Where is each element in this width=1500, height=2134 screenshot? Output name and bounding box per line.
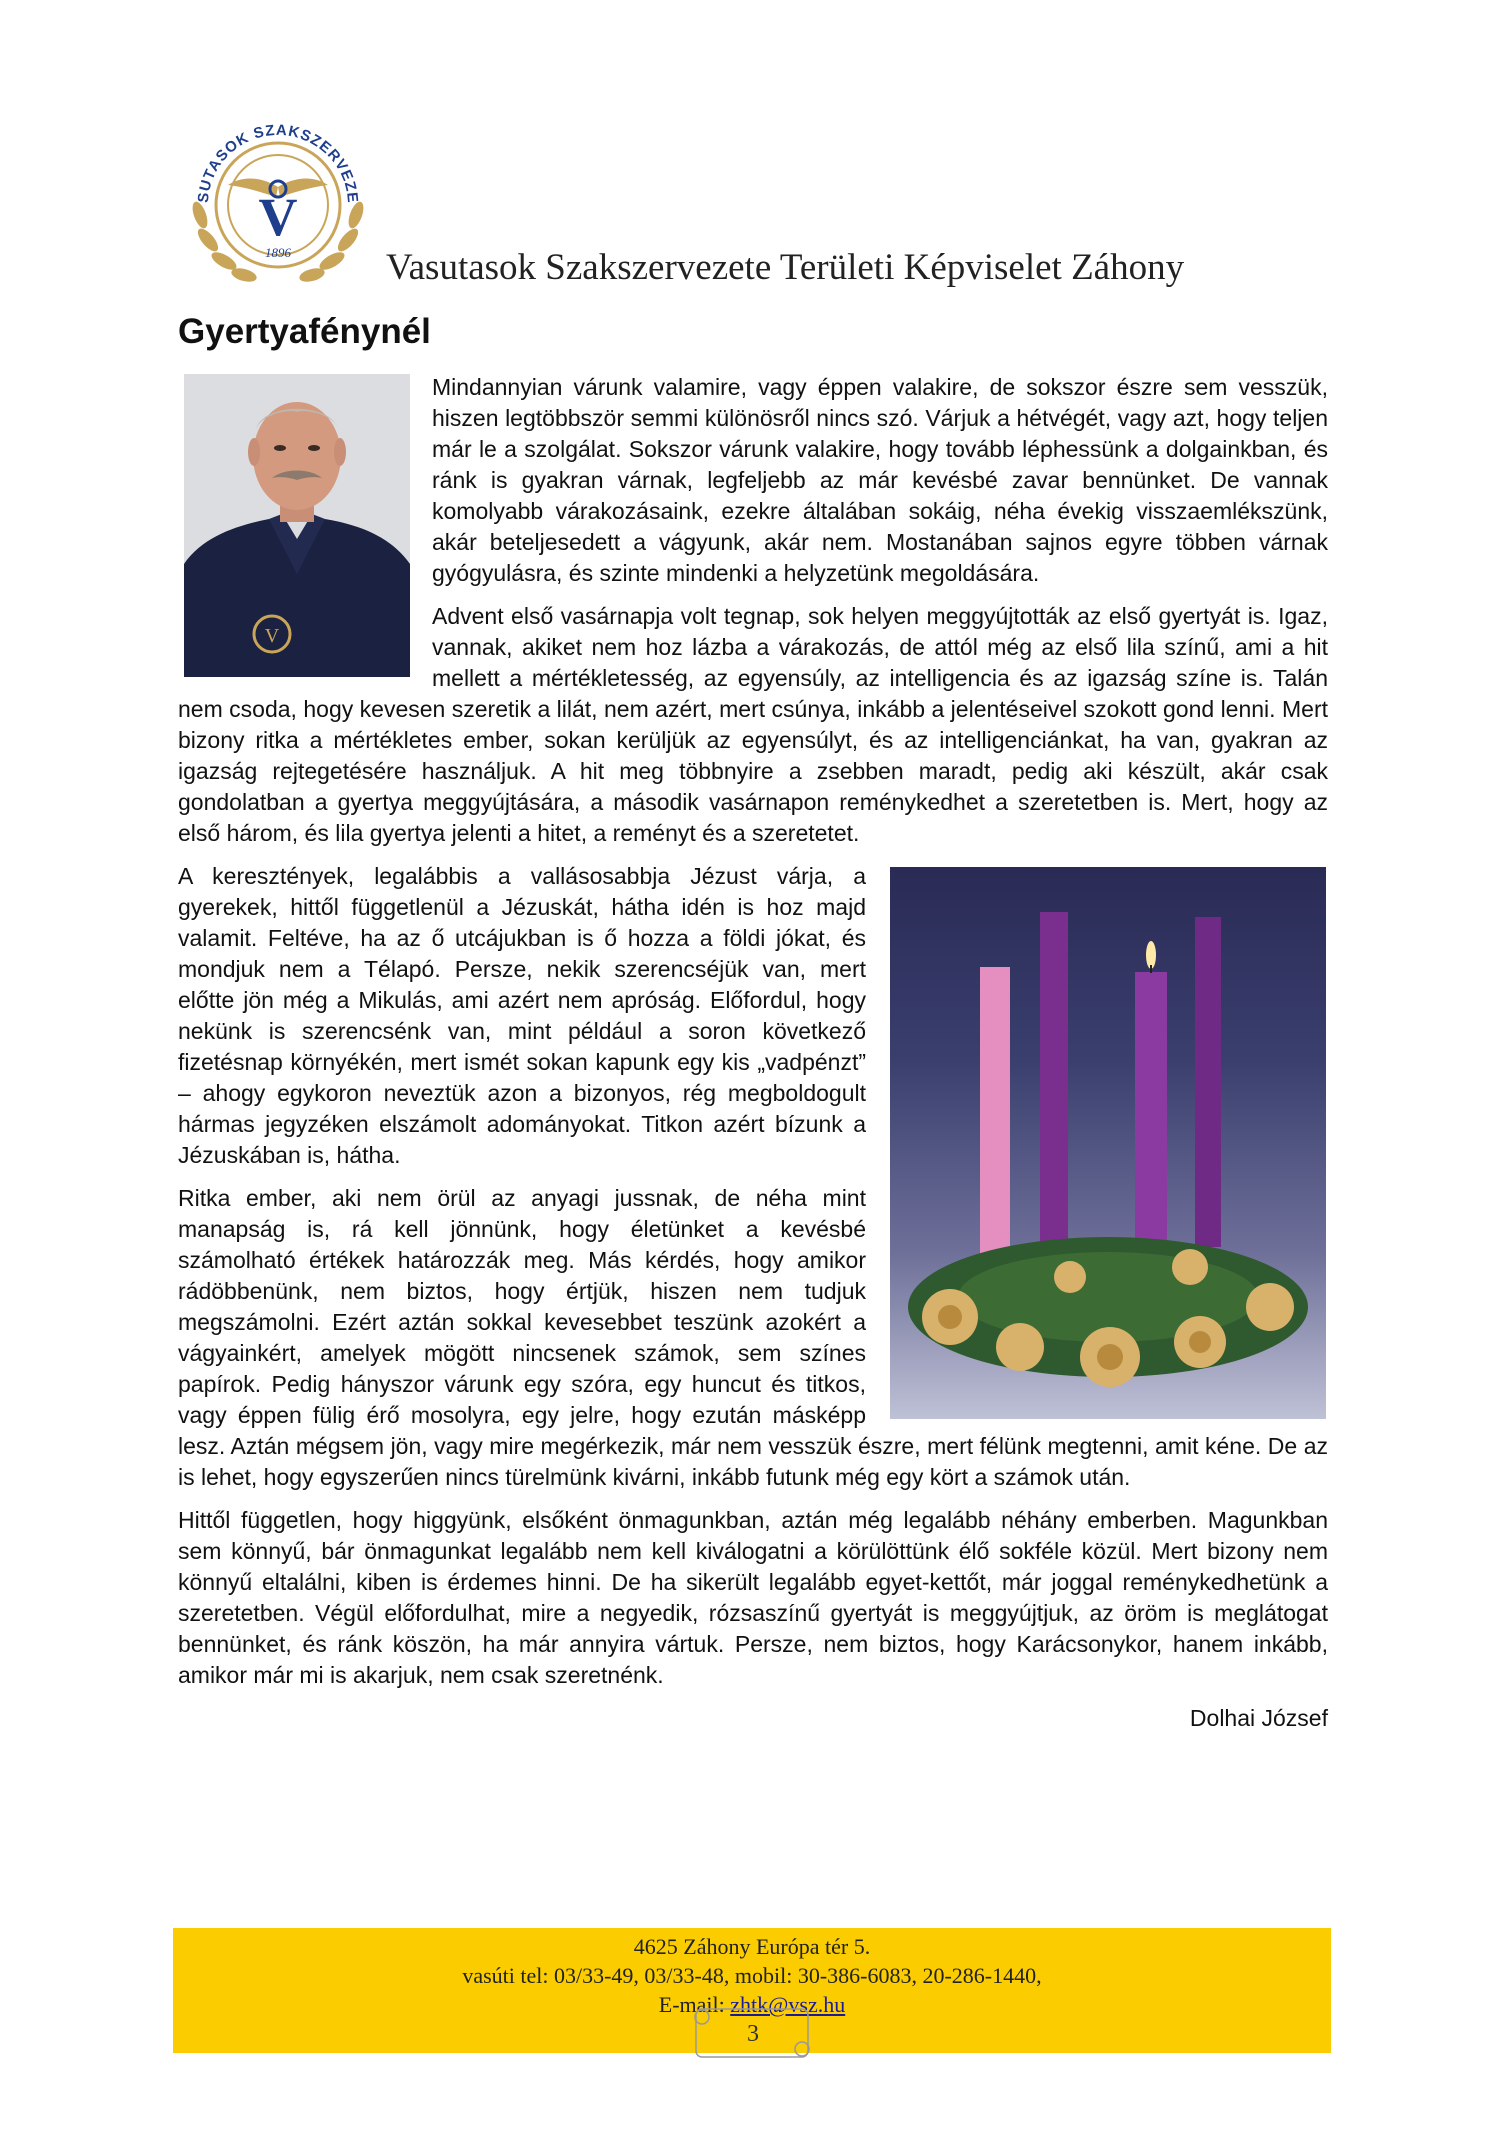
union-logo [178,105,378,290]
paragraph-2: Advent első vasárnapja volt tegnap, sok helyen meggyújtották az első gyertyát is. Igaz, vannak, akiket nem hoz lázba a várakozás, de attól még az első lila színű, ami a hit mellett a mértékletesség, az egyensúly, az intelligencia és az igazság színe is. Talán nem csoda, hogy kevesen szeretik a lilát, nem azért, mert csúnya, inkább a jelentéseivel szokott gond lenni. Mert bizony ritka a mértékletes ember, sokan kerüljük az egyensúlyt, és az intelligenciánkat, ha van, gyakran az igazság rejtegetésére használjuk. A hit meg többnyire a zsebben maradt, pedig aki készült, akár csak gondolatban a gyertya meggyújtására, a második vasárnapon reménykedhet a szeretetben is. Mert, hogy az első három, és lila gyertya jelenti a hitet, a reményt és a szeretetet. [178,603,1328,846]
advent-wreath-photo [890,867,1326,1419]
author-signature: Dolhai József [1189,1705,1328,1731]
footer-phones: vasúti tel: 03/33-49, 03/33-48, mobil: 30-386-6083, 20-286-1440, [462,1963,1042,1988]
article-title: Gyertyafénynél [178,312,431,351]
author-photo [184,374,410,677]
paragraph-4: Ritka ember, aki nem örül az anyagi jussnak, de néha mint manapság is, rá kell jönnünk, hogy életünket a kevésbé számolható értékek határozzák meg. Más kérdés, hogy amikor rádöbbenünk, nem biztos, hogy értjük, hiszen nem tudjuk megszámolni. Ezért aztán sokkal kevesebbet teszünk azokért a vágyainkért, amelyek mögött nincsenek számok, sem színes papírok. Pedig hányszor várunk egy szóra, egy huncut és titkos, vagy éppen fülig érő mosolyra, egy jelre, hogy ezután másképp lesz. Aztán mégsem jön, vagy mire megérkezik, már nem vesszük észre, mert félünk megtenni, amit kéne. De az is lehet, hogy egyszerűen nincs türelmünk kivárni, inkább futunk még egy kört a számok után. [178,1185,1328,1490]
organization-title: Vasutasok Szakszervezete Területi Képviselet Záhony [386,247,1185,288]
svg-text:V: V [264,625,280,647]
logo-year: 1896 [265,245,291,260]
footer-address: 4625 Záhony Európa tér 5. [633,1934,871,1959]
footer-email-link[interactable]: zhtk@vsz.hu [730,1992,846,2017]
logo-letter: V [258,187,298,247]
page-number-scroll [688,2003,818,2065]
article-body [178,372,1328,1734]
footer-email-label: E-mail: [658,1992,725,2017]
paragraph-3: A keresztények, legalábbis a vallásosabbja Jézust várja, a gyerekek, hittől függetlenül a Jézuskát, hátha idén is hoz majd valamit. Feltéve, ha az ő utcájukban is ő hozza a földi jókat, és mondjuk nem a Télapó. Persze, nekik szerencséjük van, mert előtte jön még a Mikulás, ami azért nem apróság. Előfordul, hogy nekünk is szerencsénk van, mint például a soron következő fizetésnap környékén, mert ismét sokan kapunk egy kis „vadpénzt” – ahogy egykoron neveztük azon a bizonyos, rég megboldogult hármas jegyzéken elszámolt adományokat. Titkon azért bízunk a Jézuskában is, hátha. [178,863,866,1168]
paragraph-1: Mindannyian várunk valamire, vagy éppen valakire, de sokszor észre sem vesszük, hiszen legtöbbször semmi különösről nincs szó. Várjuk a hétvégét, vagy azt, hogy teljen már le a szolgálat. Sokszor várunk valakire, hogy tovább léphessünk a dolgainkban, és ránk is gyakran várnak, legfeljebb az már kevésbé zavar bennünket. De vannak komolyabb várakozásaink, ezekre általában sokáig, néha évekig visszaemlékszünk, akár beteljesedett a vágyunk, akár nem. Mostanában sajnos egyre többen várnak gyógyulásra, és szinte mindenki a helyzetünk megoldására. [432,374,1328,586]
logo-arc-text: SUTASOK SZAKSZERVEZE [194,121,362,205]
paragraph-5: Hittől független, hogy higgyünk, elsőként önmagunkban, aztán még legalább néhány emberben. Magunkban sem könnyű, bár önmagunkat legalább nem kell kiválogatni a körülöttünk élő sokféle közül. Mert bizony nem könnyű eltalálni, kiben is érdemes hinni. De ha sikerült legalább egyet-kettőt, már joggal reménykedhetünk a szeretetben. Végül előfordulhat, mire a negyedik, rózsaszínű gyertyát is meggyújtjuk, az öröm is meglátogat bennünket, és ránk köszön, ha már annyira vártuk. Persze, nem biztos, hogy Karácsonykor, hanem inkább, amikor már mi is akarjuk, nem csak szeretnénk. [178,1507,1328,1688]
page-number: 3 [747,2021,759,2047]
